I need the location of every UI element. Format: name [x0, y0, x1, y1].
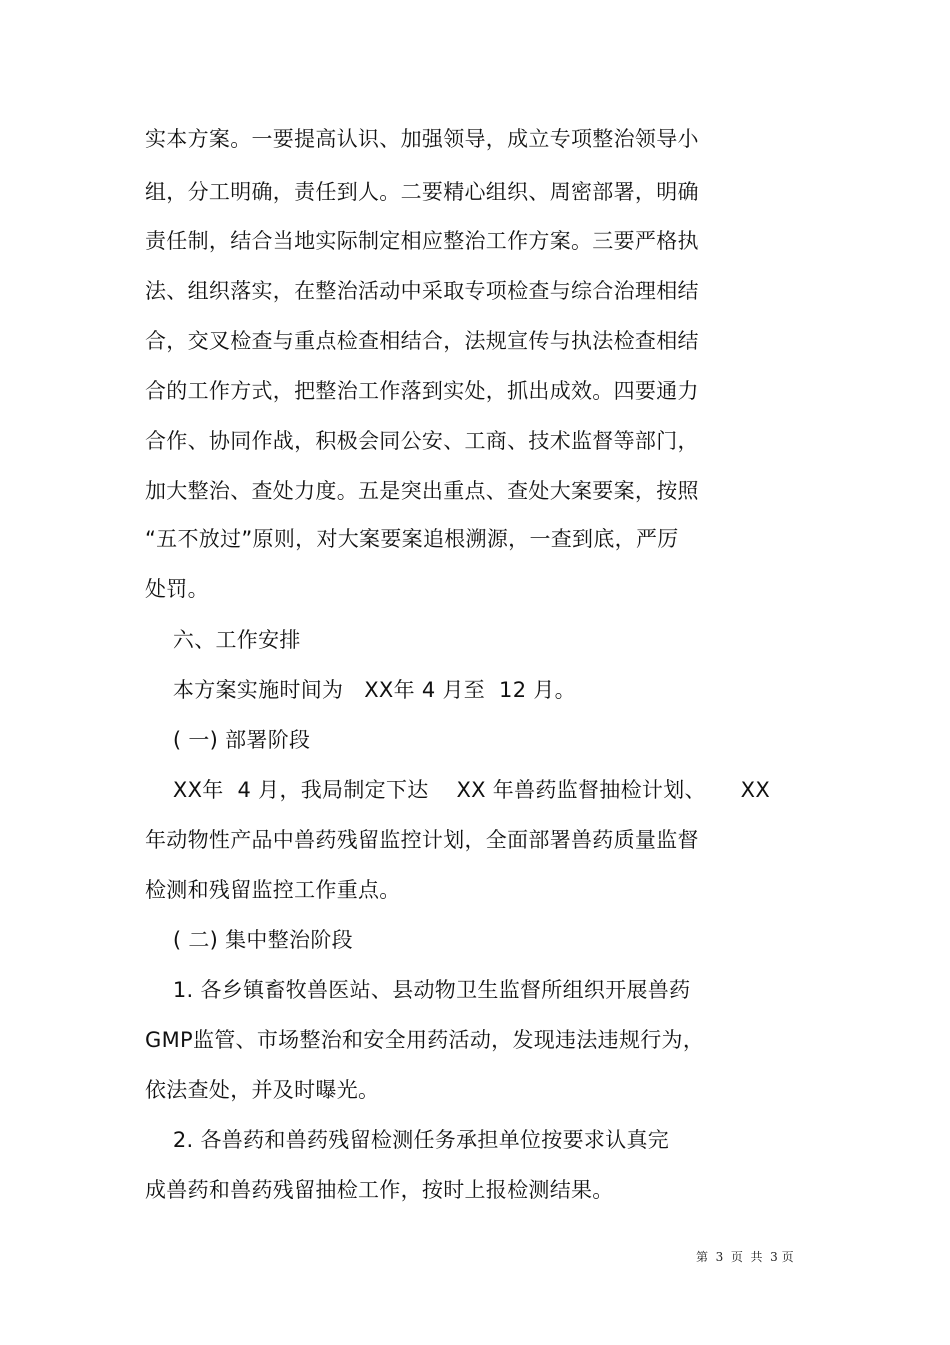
body-line: 组，分工明确，责任到人。二要精心组织、周密部署，明确 [145, 180, 699, 204]
body-line: 2. 各兽药和兽药残留检测任务承担单位按要求认真完 [145, 1128, 670, 1152]
body-line: 合的工作方式，把整治工作落到实处，抓出成效。四要通力 [145, 379, 699, 403]
body-line: 成兽药和兽药残留抽检工作，按时上报检测结果。 [145, 1178, 614, 1202]
subsection-heading: ( 一) 部署阶段 [145, 728, 311, 752]
body-line: 年动物性产品中兽药残留监控计划，全面部署兽药质量监督 [145, 828, 699, 852]
body-line: 检测和残留监控工作重点。 [145, 878, 401, 902]
body-line: 责任制，结合当地实际制定相应整治工作方案。三要严格执 [145, 229, 699, 253]
body-line: XX年 4 月，我局制定下达 XX 年兽药监督抽检计划、 XX [145, 778, 771, 802]
body-line: 处罚。 [145, 577, 209, 601]
body-line: 法、组织落实，在整治活动中采取专项检查与综合治理相结 [145, 279, 699, 303]
body-line: 合，交叉检查与重点检查相结合，法规宣传与执法检查相结 [145, 329, 699, 353]
body-line: 合作、协同作战，积极会同公安、工商、技术监督等部门， [145, 429, 699, 453]
body-line: “五不放过”原则，对大案要案追根溯源，一查到底，严厉 [145, 527, 679, 551]
body-line: 依法查处，并及时曝光。 [145, 1078, 380, 1102]
subsection-heading: ( 二) 集中整治阶段 [145, 928, 353, 952]
body-line: 本方案实施时间为 XX年 4 月至 12 月。 [145, 678, 576, 702]
body-line: 实本方案。一要提高认识、加强领导，成立专项整治领导小 [145, 127, 699, 151]
section-heading: 六、工作安排 [145, 628, 301, 652]
page-number-footer: 第 3 页 共 3 页 [696, 1250, 794, 1264]
body-line: 1. 各乡镇畜牧兽医站、县动物卫生监督所组织开展兽药 [145, 978, 691, 1002]
body-line: GMP监管、市场整治和安全用药活动，发现违法违规行为， [145, 1028, 705, 1052]
body-line: 加大整治、查处力度。五是突出重点、查处大案要案，按照 [145, 479, 699, 503]
